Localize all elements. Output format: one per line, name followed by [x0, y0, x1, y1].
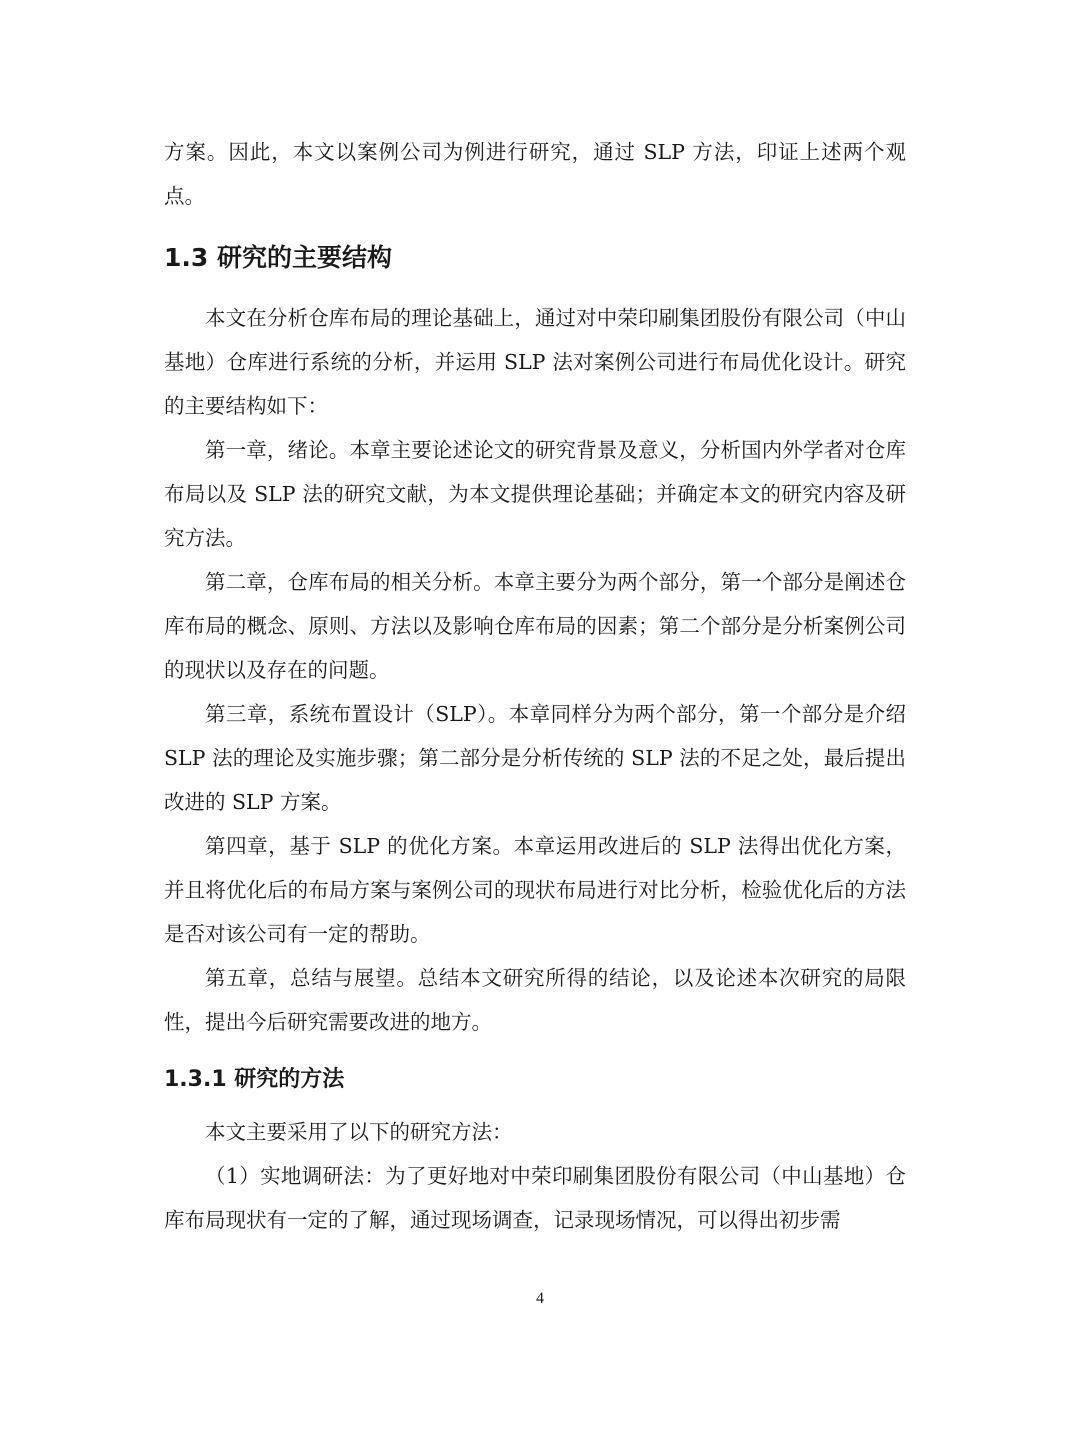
- page-number: 4: [536, 1290, 544, 1307]
- paragraph-method-1: （1）实地调研法：为了更好地对中荣印刷集团股份有限公司（中山基地）仓库布局现状有一定的了解，通过现场调查，记录现场情况，可以得出初步需: [164, 1164, 906, 1232]
- paragraph-intro: 本文在分析仓库布局的理论基础上，通过对中荣印刷集团股份有限公司（中山基地）仓库进行系统的分析，并运用 SLP 法对案例公司进行布局优化设计。研究的主要结构如下：: [164, 306, 906, 418]
- section-heading-1-3-1: 1.3.1 研究的方法: [164, 1067, 345, 1092]
- paragraph-chapter-5: 第五章，总结与展望。总结本文研究所得的结论，以及论述本次研究的局限性，提出今后研究需要改进的地方。: [164, 966, 906, 1034]
- section-heading-1-3: 1.3 研究的主要结构: [164, 243, 392, 272]
- paragraph-chapter-3: 第三章，系统布置设计（SLP）。本章同样分为两个部分，第一个部分是介绍 SLP 法的理论及实施步骤；第二部分是分析传统的 SLP 法的不足之处，最后提出改进的 SLP 方案。: [164, 702, 906, 814]
- paragraph-chapter-1: 第一章，绪论。本章主要论述论文的研究背景及意义，分析国内外学者对仓库布局以及 SLP 法的研究文献，为本文提供理论基础；并确定本文的研究内容及研究方法。: [164, 438, 906, 550]
- paragraph-continuation: 方案。因此，本文以案例公司为例进行研究，通过 SLP 方法，印证上述两个观点。: [164, 140, 906, 208]
- paragraph-methods-intro: 本文主要采用了以下的研究方法：: [205, 1120, 513, 1144]
- page-body: [164, 130, 906, 1242]
- paragraph-chapter-4: 第四章，基于 SLP 的优化方案。本章运用改进后的 SLP 法得出优化方案，并且将优化后的布局方案与案例公司的现状布局进行对比分析，检验优化后的方法是否对该公司有一定的帮助。: [164, 834, 906, 946]
- paragraph-chapter-2: 第二章，仓库布局的相关分析。本章主要分为两个部分，第一个部分是阐述仓库布局的概念、原则、方法以及影响仓库布局的因素；第二个部分是分析案例公司的现状以及存在的问题。: [164, 570, 906, 682]
